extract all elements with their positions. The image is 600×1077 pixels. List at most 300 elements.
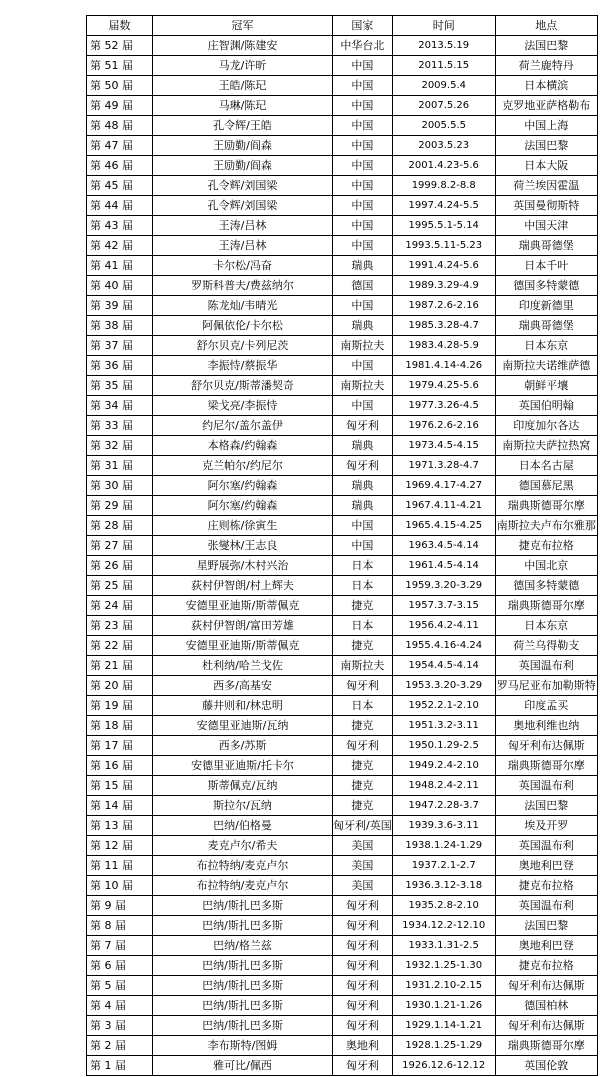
country-cell: 匈牙利 xyxy=(333,956,393,976)
table-row xyxy=(87,676,598,696)
country-cell: 瑞典 xyxy=(333,256,393,276)
table-row xyxy=(87,976,598,996)
date-cell: 1948.2.4-2.11 xyxy=(392,776,495,796)
venue-cell: 法国巴黎 xyxy=(495,796,597,816)
edition-cell: 第 24 届 xyxy=(87,596,153,616)
country-cell: 瑞典 xyxy=(333,316,393,336)
champion-cell: 斯蒂佩克/瓦纳 xyxy=(153,776,333,796)
champion-cell: 王励勤/阎森 xyxy=(153,156,333,176)
venue-cell: 德国多特蒙德 xyxy=(495,576,597,596)
country-cell: 瑞典 xyxy=(333,496,393,516)
date-cell: 1953.3.20-3.29 xyxy=(392,676,495,696)
venue-cell: 瑞典哥德堡 xyxy=(495,236,597,256)
country-cell: 匈牙利 xyxy=(333,896,393,916)
country-cell: 中国 xyxy=(333,216,393,236)
country-cell: 中国 xyxy=(333,156,393,176)
table-row xyxy=(87,176,598,196)
edition-cell: 第 9 届 xyxy=(87,896,153,916)
country-cell: 中国 xyxy=(333,516,393,536)
venue-cell: 法国巴黎 xyxy=(495,916,597,936)
edition-cell: 第 6 届 xyxy=(87,956,153,976)
header-date: 时间 xyxy=(392,16,495,36)
venue-cell: 中国北京 xyxy=(495,556,597,576)
table-row xyxy=(87,496,598,516)
date-cell: 2007.5.26 xyxy=(392,96,495,116)
date-cell: 1938.1.24-1.29 xyxy=(392,836,495,856)
table-row xyxy=(87,1036,598,1056)
champion-cell: 王涛/吕林 xyxy=(153,216,333,236)
date-cell: 1965.4.15-4.25 xyxy=(392,516,495,536)
venue-cell: 瑞典斯德哥尔摩 xyxy=(495,1036,597,1056)
champion-cell: 李布斯特/图姆 xyxy=(153,1036,333,1056)
date-cell: 1939.3.6-3.11 xyxy=(392,816,495,836)
venue-cell: 瑞典斯德哥尔摩 xyxy=(495,596,597,616)
champion-cell: 阿尔塞/约翰森 xyxy=(153,476,333,496)
date-cell: 1995.5.1-5.14 xyxy=(392,216,495,236)
date-cell: 1969.4.17-4.27 xyxy=(392,476,495,496)
venue-cell: 捷克布拉格 xyxy=(495,876,597,896)
table-row xyxy=(87,936,598,956)
table-row xyxy=(87,136,598,156)
table-row xyxy=(87,156,598,176)
venue-cell: 法国巴黎 xyxy=(495,36,597,56)
country-cell: 中国 xyxy=(333,136,393,156)
venue-cell: 匈牙利布达佩斯 xyxy=(495,736,597,756)
date-cell: 1967.4.11-4.21 xyxy=(392,496,495,516)
venue-cell: 捷克布拉格 xyxy=(495,536,597,556)
edition-cell: 第 30 届 xyxy=(87,476,153,496)
edition-cell: 第 44 届 xyxy=(87,196,153,216)
country-cell: 匈牙利 xyxy=(333,416,393,436)
edition-cell: 第 36 届 xyxy=(87,356,153,376)
table-row xyxy=(87,1056,598,1076)
champion-cell: 巴纳/格兰兹 xyxy=(153,936,333,956)
country-cell: 日本 xyxy=(333,576,393,596)
champion-cell: 藤井则和/林忠明 xyxy=(153,696,333,716)
date-cell: 1989.3.29-4.9 xyxy=(392,276,495,296)
champion-cell: 阿佩依伦/卡尔松 xyxy=(153,316,333,336)
table-row xyxy=(87,376,598,396)
champion-cell: 李振恃/蔡振华 xyxy=(153,356,333,376)
edition-cell: 第 22 届 xyxy=(87,636,153,656)
champion-cell: 雅可比/佩西 xyxy=(153,1056,333,1076)
champion-cell: 巴纳/伯格曼 xyxy=(153,816,333,836)
champion-cell: 巴纳/斯扎巴多斯 xyxy=(153,916,333,936)
champion-cell: 王涛/吕林 xyxy=(153,236,333,256)
champion-cell: 王皓/陈玘 xyxy=(153,76,333,96)
champion-cell: 阿尔塞/约翰森 xyxy=(153,496,333,516)
date-cell: 1932.1.25-1.30 xyxy=(392,956,495,976)
date-cell: 1954.4.5-4.14 xyxy=(392,656,495,676)
country-cell: 中国 xyxy=(333,396,393,416)
edition-cell: 第 27 届 xyxy=(87,536,153,556)
country-cell: 中国 xyxy=(333,176,393,196)
venue-cell: 英国温布利 xyxy=(495,896,597,916)
edition-cell: 第 29 届 xyxy=(87,496,153,516)
table-row xyxy=(87,956,598,976)
table-row xyxy=(87,336,598,356)
champion-cell: 孔令辉/刘国梁 xyxy=(153,196,333,216)
edition-cell: 第 42 届 xyxy=(87,236,153,256)
venue-cell: 荷兰乌得勒支 xyxy=(495,636,597,656)
table-row xyxy=(87,836,598,856)
venue-cell: 瑞典哥德堡 xyxy=(495,316,597,336)
edition-cell: 第 14 届 xyxy=(87,796,153,816)
champion-cell: 罗斯科普夫/费兹纳尔 xyxy=(153,276,333,296)
champion-cell: 舒尔贝克/斯蒂潘契奇 xyxy=(153,376,333,396)
country-cell: 日本 xyxy=(333,696,393,716)
champion-cell: 安德里亚迪斯/托卡尔 xyxy=(153,756,333,776)
date-cell: 1983.4.28-5.9 xyxy=(392,336,495,356)
edition-cell: 第 5 届 xyxy=(87,976,153,996)
table-row xyxy=(87,256,598,276)
date-cell: 1930.1.21-1.26 xyxy=(392,996,495,1016)
edition-cell: 第 37 届 xyxy=(87,336,153,356)
country-cell: 南斯拉夫 xyxy=(333,336,393,356)
venue-cell: 埃及开罗 xyxy=(495,816,597,836)
country-cell: 美国 xyxy=(333,876,393,896)
date-cell: 1971.3.28-4.7 xyxy=(392,456,495,476)
country-cell: 捷克 xyxy=(333,756,393,776)
country-cell: 匈牙利 xyxy=(333,936,393,956)
table-row xyxy=(87,556,598,576)
date-cell: 1963.4.5-4.14 xyxy=(392,536,495,556)
venue-cell: 捷克布拉格 xyxy=(495,956,597,976)
date-cell: 2001.4.23-5.6 xyxy=(392,156,495,176)
edition-cell: 第 18 届 xyxy=(87,716,153,736)
edition-cell: 第 26 届 xyxy=(87,556,153,576)
date-cell: 1976.2.6-2.16 xyxy=(392,416,495,436)
edition-cell: 第 4 届 xyxy=(87,996,153,1016)
date-cell: 1952.2.1-2.10 xyxy=(392,696,495,716)
header-country: 国家 xyxy=(333,16,393,36)
country-cell: 南斯拉夫 xyxy=(333,656,393,676)
venue-cell: 荷兰埃因霍温 xyxy=(495,176,597,196)
table-row xyxy=(87,636,598,656)
champion-cell: 庄则栋/徐寅生 xyxy=(153,516,333,536)
date-cell: 1985.3.28-4.7 xyxy=(392,316,495,336)
venue-cell: 日本名古屋 xyxy=(495,456,597,476)
table-row xyxy=(87,56,598,76)
edition-cell: 第 48 届 xyxy=(87,116,153,136)
champion-cell: 约尼尔/盖尔盖伊 xyxy=(153,416,333,436)
edition-cell: 第 3 届 xyxy=(87,1016,153,1036)
venue-cell: 日本横滨 xyxy=(495,76,597,96)
date-cell: 1993.5.11-5.23 xyxy=(392,236,495,256)
country-cell: 匈牙利/英国 xyxy=(333,816,393,836)
table-row xyxy=(87,416,598,436)
table-row xyxy=(87,896,598,916)
edition-cell: 第 47 届 xyxy=(87,136,153,156)
venue-cell: 德国慕尼黑 xyxy=(495,476,597,496)
date-cell: 1951.3.2-3.11 xyxy=(392,716,495,736)
table-row xyxy=(87,996,598,1016)
edition-cell: 第 49 届 xyxy=(87,96,153,116)
edition-cell: 第 41 届 xyxy=(87,256,153,276)
table-row xyxy=(87,276,598,296)
country-cell: 中国 xyxy=(333,196,393,216)
champion-cell: 巴纳/斯扎巴多斯 xyxy=(153,996,333,1016)
date-cell: 1999.8.2-8.8 xyxy=(392,176,495,196)
venue-cell: 瑞典斯德哥尔摩 xyxy=(495,756,597,776)
venue-cell: 英国伯明翰 xyxy=(495,396,597,416)
venue-cell: 克罗地亚萨格勒布 xyxy=(495,96,597,116)
edition-cell: 第 11 届 xyxy=(87,856,153,876)
country-cell: 中国 xyxy=(333,56,393,76)
table-row xyxy=(87,696,598,716)
table-row xyxy=(87,716,598,736)
table-row xyxy=(87,576,598,596)
country-cell: 中国 xyxy=(333,236,393,256)
date-cell: 1950.1.29-2.5 xyxy=(392,736,495,756)
edition-cell: 第 16 届 xyxy=(87,756,153,776)
champion-cell: 巴纳/斯扎巴多斯 xyxy=(153,976,333,996)
champion-cell: 杜利纳/哈兰戈佐 xyxy=(153,656,333,676)
date-cell: 2013.5.19 xyxy=(392,36,495,56)
table-row xyxy=(87,436,598,456)
table-row xyxy=(87,36,598,56)
table-row xyxy=(87,396,598,416)
edition-cell: 第 50 届 xyxy=(87,76,153,96)
date-cell: 2009.5.4 xyxy=(392,76,495,96)
champion-cell: 安德里亚迪斯/瓦纳 xyxy=(153,716,333,736)
header-venue: 地点 xyxy=(495,16,597,36)
venue-cell: 中国上海 xyxy=(495,116,597,136)
venue-cell: 中国天津 xyxy=(495,216,597,236)
date-cell: 1997.4.24-5.5 xyxy=(392,196,495,216)
country-cell: 捷克 xyxy=(333,716,393,736)
table-row xyxy=(87,536,598,556)
edition-cell: 第 1 届 xyxy=(87,1056,153,1076)
table-row xyxy=(87,796,598,816)
country-cell: 匈牙利 xyxy=(333,976,393,996)
table-row xyxy=(87,616,598,636)
edition-cell: 第 32 届 xyxy=(87,436,153,456)
date-cell: 1961.4.5-4.14 xyxy=(392,556,495,576)
venue-cell: 法国巴黎 xyxy=(495,136,597,156)
venue-cell: 罗马尼亚布加勒斯特 xyxy=(495,676,597,696)
champion-cell: 孔令辉/王皓 xyxy=(153,116,333,136)
table-row xyxy=(87,816,598,836)
date-cell: 1929.1.14-1.21 xyxy=(392,1016,495,1036)
champion-cell: 巴纳/斯扎巴多斯 xyxy=(153,1016,333,1036)
venue-cell: 朝鲜平壤 xyxy=(495,376,597,396)
country-cell: 中国 xyxy=(333,356,393,376)
table-row xyxy=(87,456,598,476)
edition-cell: 第 15 届 xyxy=(87,776,153,796)
table-row xyxy=(87,356,598,376)
champion-cell: 巴纳/斯扎巴多斯 xyxy=(153,896,333,916)
champion-cell: 孔令辉/刘国梁 xyxy=(153,176,333,196)
champion-cell: 布拉特纳/麦克卢尔 xyxy=(153,876,333,896)
header-edition: 届数 xyxy=(87,16,153,36)
country-cell: 匈牙利 xyxy=(333,456,393,476)
date-cell: 1956.4.2-4.11 xyxy=(392,616,495,636)
champion-cell: 本格森/约翰森 xyxy=(153,436,333,456)
table-row xyxy=(87,236,598,256)
edition-cell: 第 10 届 xyxy=(87,876,153,896)
country-cell: 匈牙利 xyxy=(333,676,393,696)
date-cell: 1934.12.2-12.10 xyxy=(392,916,495,936)
date-cell: 1935.2.8-2.10 xyxy=(392,896,495,916)
country-cell: 匈牙利 xyxy=(333,916,393,936)
country-cell: 瑞典 xyxy=(333,476,393,496)
country-cell: 中国 xyxy=(333,116,393,136)
champion-cell: 荻村伊智朗/富田芳雄 xyxy=(153,616,333,636)
date-cell: 1928.1.25-1.29 xyxy=(392,1036,495,1056)
table-row xyxy=(87,776,598,796)
edition-cell: 第 45 届 xyxy=(87,176,153,196)
edition-cell: 第 25 届 xyxy=(87,576,153,596)
table-row xyxy=(87,1016,598,1036)
country-cell: 匈牙利 xyxy=(333,736,393,756)
country-cell: 日本 xyxy=(333,616,393,636)
country-cell: 中华台北 xyxy=(333,36,393,56)
champion-cell: 布拉特纳/麦克卢尔 xyxy=(153,856,333,876)
table-row xyxy=(87,116,598,136)
edition-cell: 第 33 届 xyxy=(87,416,153,436)
country-cell: 日本 xyxy=(333,556,393,576)
edition-cell: 第 28 届 xyxy=(87,516,153,536)
table-row xyxy=(87,476,598,496)
country-cell: 德国 xyxy=(333,276,393,296)
country-cell: 中国 xyxy=(333,296,393,316)
date-cell: 1987.2.6-2.16 xyxy=(392,296,495,316)
champion-cell: 安德里亚迪斯/斯蒂佩克 xyxy=(153,596,333,616)
edition-cell: 第 17 届 xyxy=(87,736,153,756)
champion-cell: 梁戈亮/李振恃 xyxy=(153,396,333,416)
champion-cell: 安德里亚迪斯/斯蒂佩克 xyxy=(153,636,333,656)
table-row xyxy=(87,736,598,756)
venue-cell: 荷兰鹿特丹 xyxy=(495,56,597,76)
edition-cell: 第 46 届 xyxy=(87,156,153,176)
country-cell: 捷克 xyxy=(333,776,393,796)
edition-cell: 第 43 届 xyxy=(87,216,153,236)
edition-cell: 第 52 届 xyxy=(87,36,153,56)
table-row xyxy=(87,876,598,896)
country-cell: 匈牙利 xyxy=(333,1016,393,1036)
date-cell: 1977.3.26-4.5 xyxy=(392,396,495,416)
date-cell: 1991.4.24-5.6 xyxy=(392,256,495,276)
date-cell: 1933.1.31-2.5 xyxy=(392,936,495,956)
country-cell: 奥地利 xyxy=(333,1036,393,1056)
date-cell: 2011.5.15 xyxy=(392,56,495,76)
country-cell: 匈牙利 xyxy=(333,996,393,1016)
venue-cell: 日本大阪 xyxy=(495,156,597,176)
edition-cell: 第 31 届 xyxy=(87,456,153,476)
champions-table-container xyxy=(86,15,598,1076)
champion-cell: 巴纳/斯扎巴多斯 xyxy=(153,956,333,976)
venue-cell: 英国伦敦 xyxy=(495,1056,597,1076)
venue-cell: 印度新德里 xyxy=(495,296,597,316)
edition-cell: 第 2 届 xyxy=(87,1036,153,1056)
champion-cell: 舒尔贝克/卡列尼茨 xyxy=(153,336,333,356)
champion-cell: 克兰帕尔/约尼尔 xyxy=(153,456,333,476)
country-cell: 美国 xyxy=(333,856,393,876)
venue-cell: 匈牙利布达佩斯 xyxy=(495,976,597,996)
country-cell: 捷克 xyxy=(333,796,393,816)
date-cell: 1959.3.20-3.29 xyxy=(392,576,495,596)
champion-cell: 西多/苏斯 xyxy=(153,736,333,756)
venue-cell: 印度加尔各达 xyxy=(495,416,597,436)
date-cell: 2005.5.5 xyxy=(392,116,495,136)
champion-cell: 庄智渊/陈建安 xyxy=(153,36,333,56)
venue-cell: 奥地利维也纳 xyxy=(495,716,597,736)
champion-cell: 卡尔松/冯奋 xyxy=(153,256,333,276)
header-champion: 冠军 xyxy=(153,16,333,36)
table-row xyxy=(87,856,598,876)
venue-cell: 英国曼彻斯特 xyxy=(495,196,597,216)
table-row xyxy=(87,96,598,116)
venue-cell: 奥地利巴登 xyxy=(495,936,597,956)
edition-cell: 第 39 届 xyxy=(87,296,153,316)
venue-cell: 印度孟买 xyxy=(495,696,597,716)
champions-table xyxy=(86,15,598,1076)
edition-cell: 第 35 届 xyxy=(87,376,153,396)
venue-cell: 瑞典斯德哥尔摩 xyxy=(495,496,597,516)
country-cell: 捷克 xyxy=(333,636,393,656)
champion-cell: 陈龙灿/韦晴光 xyxy=(153,296,333,316)
venue-cell: 日本东京 xyxy=(495,336,597,356)
date-cell: 1981.4.14-4.26 xyxy=(392,356,495,376)
venue-cell: 日本东京 xyxy=(495,616,597,636)
country-cell: 瑞典 xyxy=(333,436,393,456)
venue-cell: 南斯拉夫卢布尔雅那 xyxy=(495,516,597,536)
edition-cell: 第 20 届 xyxy=(87,676,153,696)
champion-cell: 荻村伊智朗/村上辉夫 xyxy=(153,576,333,596)
table-row xyxy=(87,316,598,336)
edition-cell: 第 7 届 xyxy=(87,936,153,956)
edition-cell: 第 23 届 xyxy=(87,616,153,636)
champion-cell: 麦克卢尔/希夫 xyxy=(153,836,333,856)
edition-cell: 第 21 届 xyxy=(87,656,153,676)
table-body xyxy=(87,36,598,1076)
table-row xyxy=(87,196,598,216)
date-cell: 1947.2.28-3.7 xyxy=(392,796,495,816)
edition-cell: 第 51 届 xyxy=(87,56,153,76)
table-row xyxy=(87,296,598,316)
venue-cell: 日本千叶 xyxy=(495,256,597,276)
edition-cell: 第 40 届 xyxy=(87,276,153,296)
champion-cell: 西多/高基安 xyxy=(153,676,333,696)
venue-cell: 英国温布利 xyxy=(495,776,597,796)
venue-cell: 德国柏林 xyxy=(495,996,597,1016)
table-row xyxy=(87,916,598,936)
table-row xyxy=(87,656,598,676)
edition-cell: 第 38 届 xyxy=(87,316,153,336)
champion-cell: 斯拉尔/瓦纳 xyxy=(153,796,333,816)
date-cell: 2003.5.23 xyxy=(392,136,495,156)
date-cell: 1973.4.5-4.15 xyxy=(392,436,495,456)
country-cell: 美国 xyxy=(333,836,393,856)
edition-cell: 第 12 届 xyxy=(87,836,153,856)
country-cell: 中国 xyxy=(333,536,393,556)
champion-cell: 马琳/陈玘 xyxy=(153,96,333,116)
table-row xyxy=(87,216,598,236)
date-cell: 1979.4.25-5.6 xyxy=(392,376,495,396)
venue-cell: 英国温布利 xyxy=(495,656,597,676)
venue-cell: 南斯拉夫萨拉热窝 xyxy=(495,436,597,456)
table-row xyxy=(87,76,598,96)
date-cell: 1955.4.16-4.24 xyxy=(392,636,495,656)
country-cell: 南斯拉夫 xyxy=(333,376,393,396)
champion-cell: 星野展弥/木村兴治 xyxy=(153,556,333,576)
edition-cell: 第 19 届 xyxy=(87,696,153,716)
champion-cell: 张燮林/王志良 xyxy=(153,536,333,556)
country-cell: 匈牙利 xyxy=(333,1056,393,1076)
edition-cell: 第 13 届 xyxy=(87,816,153,836)
venue-cell: 奥地利巴登 xyxy=(495,856,597,876)
